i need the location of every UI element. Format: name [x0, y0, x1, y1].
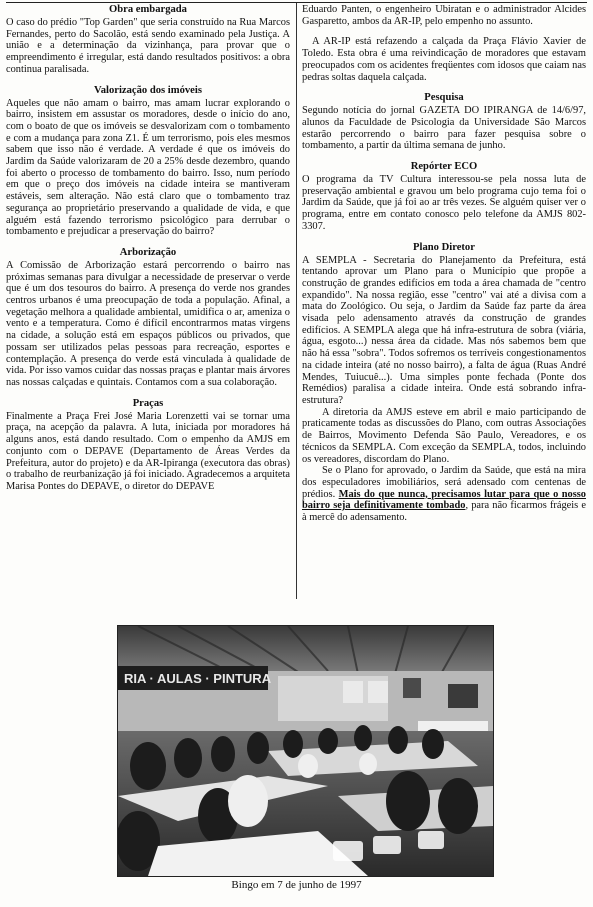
plano-emphasis: Mais do que nunca, precisamos lutar para que o nosso bairro seja definitivamente tombado — [302, 488, 586, 512]
article-body: A diretoria da AMJS esteve em abril e maio participando de praticamente todas as discussões do Plano, com outras Associações de Bairros, Movimento Defenda São Paulo, Vereadores, e os técnicos da SEMPLA. Com exceção da SEMPLA, todos, incluindo os vereadores, discordam do Plano. — [302, 406, 586, 465]
article-heading: Praças — [132, 397, 164, 409]
article-heading: Pesquisa — [424, 92, 464, 104]
left-column — [6, 4, 290, 599]
article-plano-diretor — [302, 242, 586, 524]
article-heading: Arborização — [119, 246, 177, 258]
article-body: Finalmente a Praça Frei José Maria Lorenzetti vai se tornar uma praça, na acepção da palavra. A luta, iniciada por moradores há alguns anos, está dando resultado. Com o empenho da AMJS em conjunto com o DEPAVE (Departamento de Áreas Verdes da Prefeitura, autor do projeto) e da AR-Ipiranga (executora das obras) o trabalho de reurbanização já foi iniciado. Agradecemos a arquiteta Marisa Pontes do DEPAVE, o diretor do DEPAVE — [6, 410, 290, 492]
article-valorizacao — [6, 85, 290, 238]
article-body: A SEMPLA - Secretaria do Planejamento da Prefeitura, está tentando aprovar um Plano para o Município que propõe a construção de grandes edifícios em toda a área chamada de "centro expandido". Na nossa região, esse "centro" vai até a divisa com a mata do Zoológico. Ou seja, o Jardim da Saúde faz parte da área visada pelo adensamento através da construção de grandes edifícios. A SEMPLA alega que há infra-estrutura de sobra (viária, água, esgoto...) nessa área da cidade. Mas nós sabemos bem que não há essa "sobra". Todos sofremos os terríveis congestionamentos na cidade inteira (até no nosso bairro), a falta de água (Ruas André Mendes, Tuiucuê...). Uma simples ponte fechada (Ponte dos Remédios) paralisa a cidade inteira. Onde está sobrando infra-estrutura? — [302, 254, 586, 406]
article-arborizacao — [6, 247, 290, 389]
article-body: Aqueles que não amam o bairro, mas amam lucrar explorando o bairro, insistem em assustar os moradores, desde o início do ano, com o boato de que os imóveis se desvalorizam com o tombamento e com a mudança para zona Z1. É um terrorismo, pois eles mesmos sabem que isso não é verdade. A verdade é que os imóveis do Jardim da Saúde valorizaram de 20 a 25% desde dezembro, quando foi aberto o processo de tombamento do bairro. Isso, num período em que o preço dos imóveis na cidade inteira se mantiveram estáveis, sem alteração. Não está claro que o tombamento traz segurança ao proprietário preservando a qualidade de vida, e que alguém está fazendo terrorismo psicológico para derrubar o tombamento e prejudicar a preservação do bairro? — [6, 97, 290, 238]
article-body: Segundo notícia do jornal GAZETA DO IPIRANGA de 14/6/97, alunos da Faculdade de Psicologia da Universidade São Marcos estarão percorrendo o bairro para fazer pesquisa sobre o tombamento, a partir da última semana de junho. — [302, 105, 586, 152]
photo-caption: Bingo em 7 de junho de 1997 — [231, 879, 362, 891]
article-body: Eduardo Panten, o engenheiro Ubiratan e o administrador Alcides Gasparetto, ambos da AR-IP, pelo empenho no assunto. — [302, 4, 586, 27]
article-arip-calcada — [302, 36, 586, 83]
article-heading: Obra embargada — [109, 4, 187, 15]
bingo-photo — [117, 625, 494, 877]
article-body: O caso do prédio "Top Garden" que seria construído na Rua Marcos Fernandes, perto do Sacolão, está sendo examinado pela Justiça. A união e a determinação da vizinhança, para provar que o empreendimento é irregular, está dando resultados positivos: a obra continua paralisada. — [6, 17, 290, 75]
plano-text-end: , para não ficarmos frágeis e à mercê do adensamento. — [302, 500, 586, 524]
article-body — [302, 465, 586, 524]
article-heading: Repórter ECO — [410, 161, 478, 173]
column-divider — [296, 3, 297, 599]
article-pracas-continuation — [302, 4, 586, 27]
article-heading: Plano Diretor — [413, 241, 475, 253]
photo-image — [118, 626, 493, 876]
article-pracas — [6, 398, 290, 493]
right-column — [302, 4, 586, 599]
article-body: O programa da TV Cultura interessou-se pela nossa luta de preservação ambiental e gravou um belo programa cujo tema foi o Jardim da Saúde, que já foi ao ar três vezes. Se alguém quiser ver o programa, entre em contato conosco pelo telefone da AMJS 802-3307. — [302, 174, 586, 232]
photo-banner-text: RIA · AULAS · PINTURA — [124, 671, 272, 686]
article-body: A Comissão de Arborização estará percorrendo o bairro nas próximas semanas para divulgar a necessidade de preservar o verde que é um dos tesouros do bairro. A presença do verde nos grandes centros urbanos é uma preocupação de toda a população. Afinal, a vegetação melhora a qualidade ambiental, umidifica o ar, ameniza o vento e a temperatura. Como é difícil encontrarmos matas virgens na cidade, a solução está em espaços públicos ou privados, que possam ser utilizados pelas pessoas para recreação, esportes e contemplação. A presença do verde está vinculada à qualidade de vida. Por isso vamos cuidar das nossas praças e plantar mais árvores nas nossas calçadas e quintais. Contamos com a sua colaboração. — [6, 259, 290, 388]
article-reporter-eco — [302, 161, 586, 233]
plano-text-start: Se o Plano for aprovado, o Jardim da Saúde, que está na mira dos especuladores imobiliários, será adensado com centenas de prédios. — [302, 465, 586, 500]
article-body: A AR-IP está refazendo a calçada da Praça Flávio Xavier de Toledo. Esta obra é uma reivindicação de moradores que estavam preocupados com os acidentes freqüentes com idosos que caiam nas pedras soltas daquela calçada. — [302, 36, 586, 83]
article-pesquisa — [302, 92, 586, 152]
article-obra-embargada — [6, 4, 290, 76]
article-heading: Valorização dos imóveis — [94, 84, 202, 96]
